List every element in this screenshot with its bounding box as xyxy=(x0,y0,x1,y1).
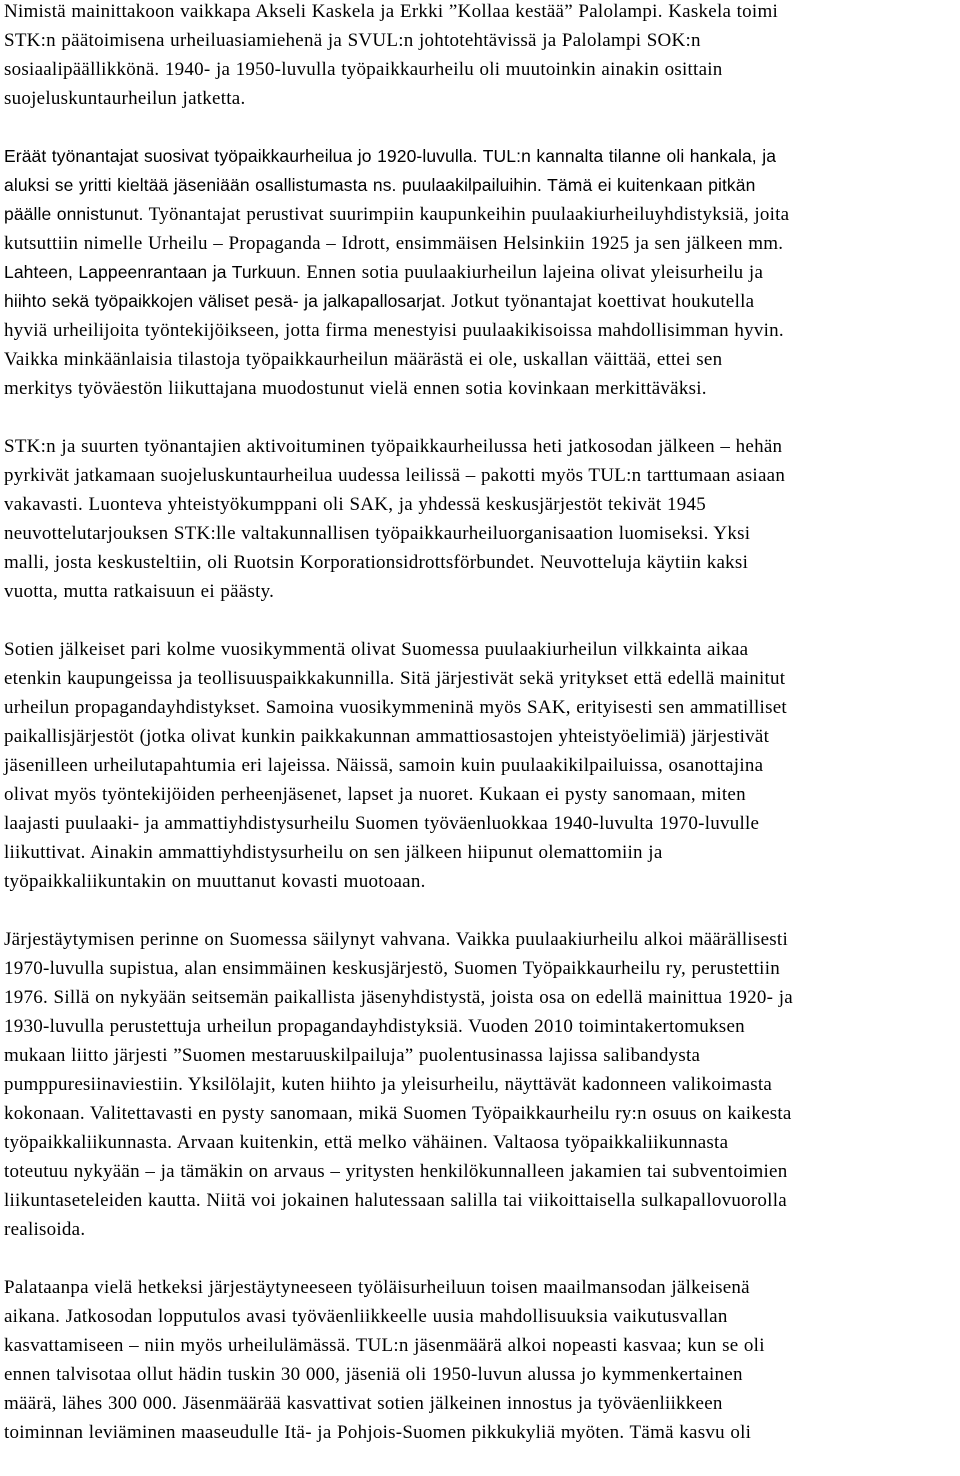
text-line: Sotien jälkeiset pari kolme vuosikymmentä olivat Suomessa puulaakiurheilun vilkkainta aikaa xyxy=(4,639,749,660)
text-line: neuvottelutarjouksen STK:lle valtakunnallisen työpaikkaurheiluorganisaation luomiseksi. Yksi xyxy=(4,523,751,544)
text-line: Nimistä mainittakoon vaikkapa Akseli Kaskela ja Erkki ”Kollaa kestää” Palolampi. Kaskela toimi xyxy=(4,1,779,22)
text-line: malli, josta keskusteltiin, oli Ruotsin Korporationsidrottsförbundet. Neuvotteluja käytiin kaksi xyxy=(4,552,749,573)
text-line: suojeluskuntaurheilun jatketta. xyxy=(4,88,246,109)
text-line: toiminnan leviäminen maaseudulle Itä- ja Pohjois-Suomen pikkukyliä myöten. Tämä kasvu oli xyxy=(4,1422,752,1443)
text-line: 1970-luvulla supistua, alan ensimmäinen keskusjärjestö, Suomen Työpaikkaurheilu ry, perustettiin xyxy=(4,958,780,979)
text-line: etenkin kaupungeissa ja teollisuuspaikkakunnilla. Sitä järjestivät sekä yritykset että edellä mainitut xyxy=(4,668,786,689)
text-line: kasvattamiseen – niin myös urheilulämässä. TUL:n jäsenmäärä alkoi nopeasti kasvaa; kun se oli xyxy=(4,1335,765,1356)
text-line: toteutuu nykyään – ja tämäkin on arvaus – yritysten henkilökunnalleen jakamien tai subventoimien xyxy=(4,1161,788,1182)
text-line: kokonaan. Valitettavasti en pysty sanomaan, mikä Suomen Työpaikkaurheilu ry:n osuus on kaikesta xyxy=(4,1103,792,1124)
text-line: ennen talvisotaa ollut hädin tuskin 30 000, jäseniä oli 1950-luvun alussa jo kymmenkertainen xyxy=(4,1364,743,1385)
text-segment: Ennen sotia puulaakiurheilun lajeina olivat yleisurheilu ja xyxy=(306,262,764,283)
text-line: kutsuttiin nimelle Urheilu – Propaganda – Idrott, ensimmäisen Helsinkiin 1925 ja sen jälkeen mm. xyxy=(4,233,784,254)
paragraph-5 xyxy=(4,925,956,1244)
text-line: vakavasti. Luonteva yhteistyökumppani oli SAK, ja yhdessä keskusjärjestöt tekivät 1945 xyxy=(4,494,706,515)
text-segment: Työnantajat perustivat suurimpiin kaupunkeihin puulaakiurheiluyhdistyksiä, joita xyxy=(148,204,790,225)
text-line: liikuttivat. Ainakin ammattiyhdistysurheilu on sen jälkeen hiipunut olemattomiin ja xyxy=(4,842,663,863)
text-segment: hiihto sekä työpaikkojen väliset pesä- ja jalkapallosarjat. xyxy=(4,291,446,311)
text-segment: Jotkut työnantajat koettivat houkutella xyxy=(451,291,755,312)
paragraph-2 xyxy=(4,142,956,403)
text-segment: päälle onnistunut. xyxy=(4,204,144,224)
text-line: realisoida. xyxy=(4,1219,86,1240)
paragraph-3 xyxy=(4,432,956,606)
text-line: STK:n ja suurten työnantajien aktivoituminen työpaikkaurheilussa heti jatkosodan jälkeen – hehän xyxy=(4,436,783,457)
text-line: sosiaalipäällikkönä. 1940- ja 1950-luvulla työpaikkaurheilu oli muutoinkin ainakin osittain xyxy=(4,59,723,80)
text-line: STK:n päätoimisena urheiluasiamiehenä ja SVUL:n johtotehtävissä ja Palolampi SOK:n xyxy=(4,30,701,51)
text-line: hyviä urheilijoita työntekijöikseen, jotta firma menestyisi puulaakikisoissa mahdollisimman hyvin. xyxy=(4,320,784,341)
text-line: vuotta, mutta ratkaisuun ei päästy. xyxy=(4,581,275,602)
text-line xyxy=(4,200,956,229)
text-line: työpaikkaliikunnasta. Arvaan kuitenkin, että melko vähäinen. Valtaosa työpaikkaliikunnasta xyxy=(4,1132,729,1153)
text-line: olivat myös työntekijöiden perheenjäsenet, lapset ja nuoret. Kukaan ei pysty sanomaan, miten xyxy=(4,784,746,805)
text-line: Eräät työnantajat suosivat työpaikkaurheilua jo 1920-luvulla. TUL:n kannalta tilanne oli hankala, ja xyxy=(4,146,777,166)
text-line: pyrkivät jatkamaan suojeluskuntaurheilua uudessa leilissä – pakotti myös TUL:n tarttumaan asiaan xyxy=(4,465,786,486)
text-line: Palataanpa vielä hetkeksi järjestäytyneeseen työläisurheiluun toisen maailmansodan jälkeisenä xyxy=(4,1277,750,1298)
text-line: merkitys työväestön liikuttajana muodostunut vielä ennen sotia kovinkaan merkittäväksi. xyxy=(4,378,707,399)
text-line: työpaikkaliikuntakin on muuttanut kovasti muotoaan. xyxy=(4,871,426,892)
text-segment: Lahteen, Lappeenrantaan ja Turkuun. xyxy=(4,262,301,282)
text-line: Vaikka minkäänlaisia tilastoja työpaikkaurheilun määrästä ei ole, uskallan väittää, ettei sen xyxy=(4,349,723,370)
text-line: aluksi se yritti kieltää jäseniään osallistumasta ns. puulaakilpailuihin. Tämä ei kuitenkaan pitkän xyxy=(4,175,756,195)
text-line: jäsenilleen urheilutapahtumia eri lajeissa. Näissä, samoin kuin puulaakikilpailuissa, osanottajina xyxy=(4,755,764,776)
text-line: mukaan liitto järjesti ”Suomen mestaruuskilpailuja” puolentusinassa lajissa salibandysta xyxy=(4,1045,701,1066)
text-line: urheilun propagandayhdistykset. Samoina vuosikymmeninä myös SAK, erityisesti sen ammatilliset xyxy=(4,697,787,718)
document-page xyxy=(4,0,956,1476)
text-line xyxy=(4,287,956,316)
text-line: Järjestäytymisen perinne on Suomessa säilynyt vahvana. Vaikka puulaakiurheilu alkoi määrällisesti xyxy=(4,929,788,950)
text-line: määrä, lähes 300 000. Jäsenmäärää kasvattivat sotien jälkeinen innostus ja työväenliikkeen xyxy=(4,1393,723,1414)
paragraph-6 xyxy=(4,1273,956,1447)
text-line xyxy=(4,258,956,287)
text-line: pumppuresiinaviestiin. Yksilölajit, kuten hiihto ja yleisurheilu, näyttävät kadonneen valikoimasta xyxy=(4,1074,773,1095)
paragraph-1 xyxy=(4,0,956,113)
text-line: 1930-luvulla perustettuja urheilun propagandayhdistyksiä. Vuoden 2010 toimintakertomuksen xyxy=(4,1016,745,1037)
text-line: aikana. Jatkosodan lopputulos avasi työväenliikkeelle uusia mahdollisuuksia vaikutusvallan xyxy=(4,1306,728,1327)
text-line: 1976. Sillä on nykyään seitsemän paikallista jäsenyhdistystä, joista osa on edellä mainittua 1920- ja xyxy=(4,987,793,1008)
text-line: paikallisjärjestöt (jotka olivat kunkin paikkakunnan ammattiosastojen yhteistyöelimiä) järjestivät xyxy=(4,726,770,747)
paragraph-4 xyxy=(4,635,956,896)
text-line: liikuntaseteleiden kautta. Niitä voi jokainen halutessaan salilla tai viikoittaisella sulkapallovuorolla xyxy=(4,1190,787,1211)
text-line: laajasti puulaaki- ja ammattiyhdistysurheilu Suomen työväenluokkaa 1940-luvulta 1970-luvulle xyxy=(4,813,760,834)
